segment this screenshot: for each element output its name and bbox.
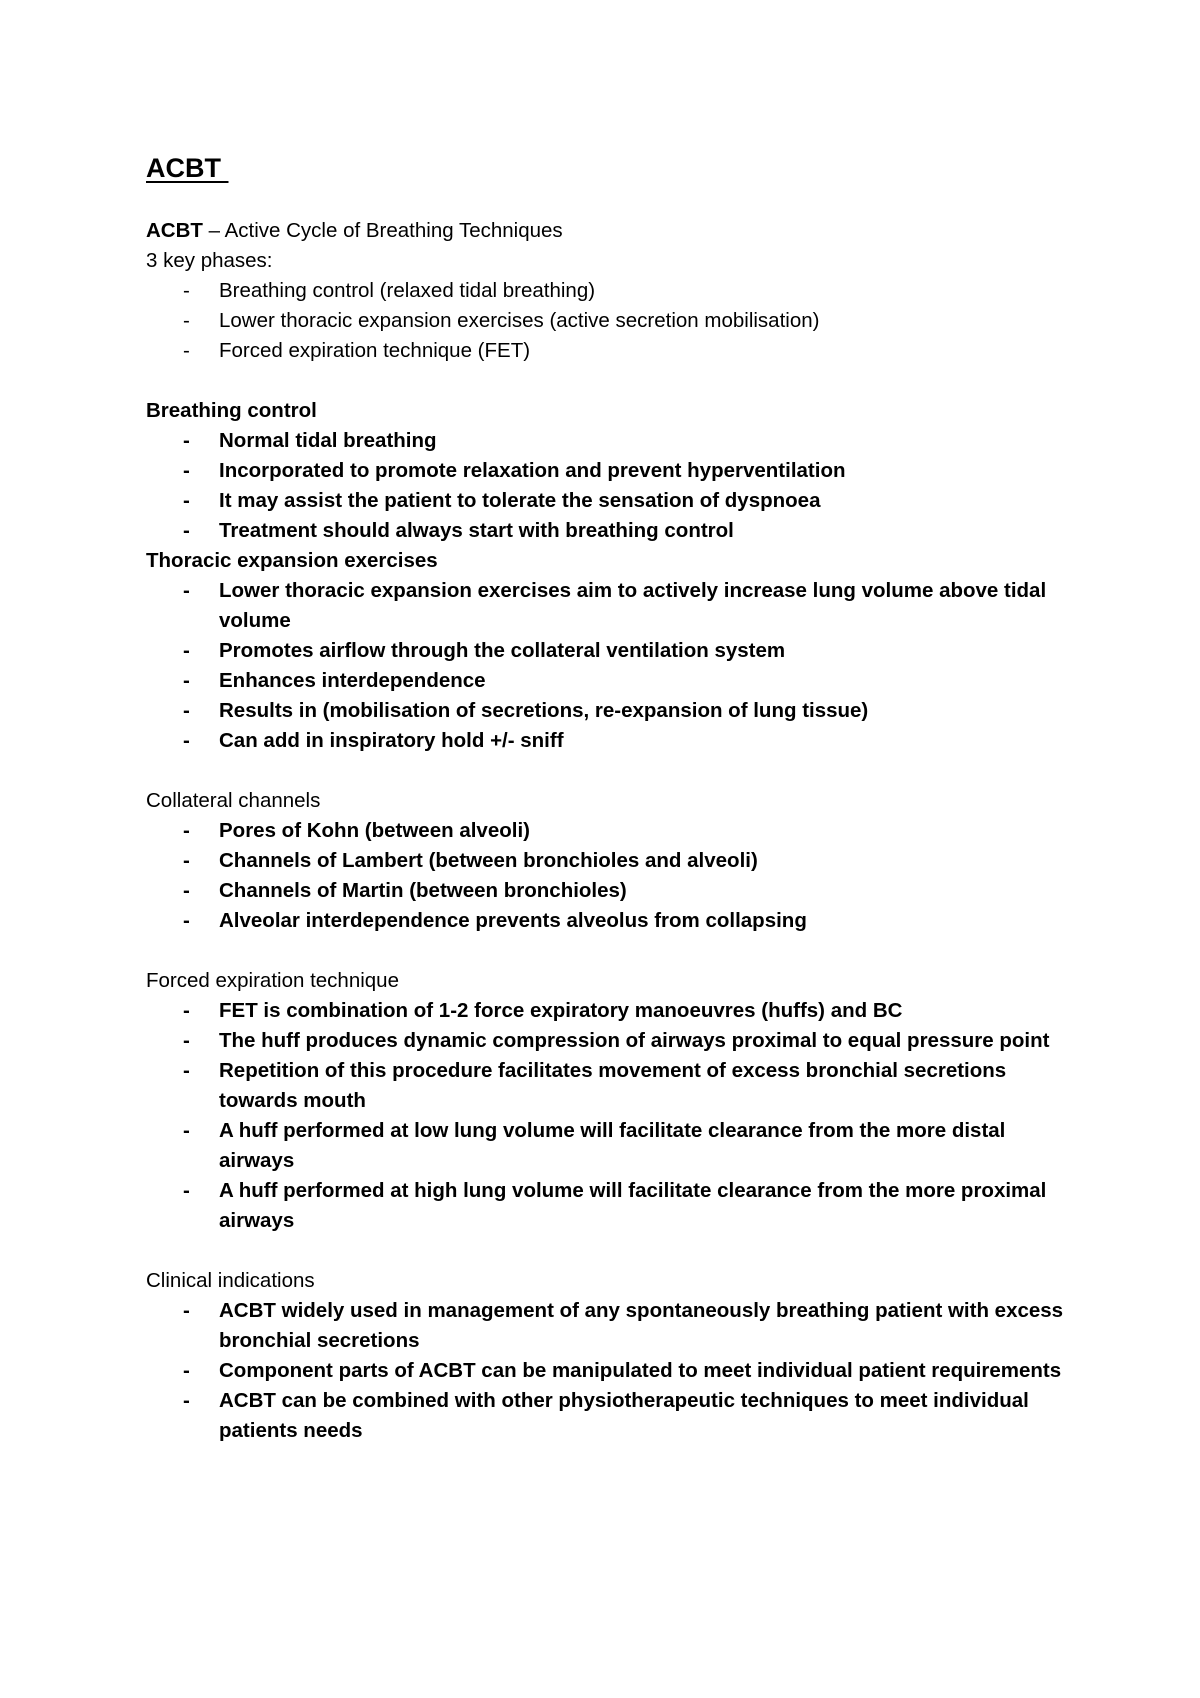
- list-item-text: Can add in inspiratory hold +/- sniff: [219, 729, 564, 752]
- list-item: [146, 306, 1076, 336]
- dash-bullet: -: [183, 999, 190, 1022]
- list-item: [146, 576, 1076, 636]
- forced-expiration-heading: Forced expiration technique: [146, 969, 399, 992]
- forced-expiration-list: [146, 996, 1076, 1236]
- dash-bullet: -: [183, 909, 190, 932]
- dash-bullet: -: [183, 279, 190, 302]
- dash-bullet: -: [183, 1119, 190, 1142]
- list-item: [146, 816, 1076, 846]
- dash-bullet: -: [183, 309, 190, 332]
- list-item: [146, 906, 1076, 936]
- spacer: [146, 936, 1076, 966]
- list-item-text: Channels of Lambert (between bronchioles and alveoli): [219, 849, 758, 872]
- dash-bullet: -: [183, 339, 190, 362]
- thoracic-expansion-heading: Thoracic expansion exercises: [146, 549, 438, 572]
- dash-bullet: -: [183, 1389, 190, 1412]
- intro-term: ACBT: [146, 219, 203, 242]
- collateral-channels-heading: Collateral channels: [146, 789, 321, 812]
- dash-bullet: -: [183, 1359, 190, 1382]
- list-item: [146, 486, 1076, 516]
- list-item: [146, 1386, 1076, 1446]
- list-item-text: ACBT can be combined with other physiotherapeutic techniques to meet individual patients needs: [219, 1389, 1029, 1442]
- list-item: [146, 1296, 1076, 1356]
- list-item: [146, 636, 1076, 666]
- list-item-text: Lower thoracic expansion exercises aim to actively increase lung volume above tidal volume: [219, 579, 1047, 632]
- list-item: [146, 1116, 1076, 1176]
- dash-bullet: -: [183, 699, 190, 722]
- list-item-text: Breathing control (relaxed tidal breathing): [219, 279, 596, 302]
- list-item: [146, 1176, 1076, 1236]
- list-item: [146, 696, 1076, 726]
- list-item-text: It may assist the patient to tolerate the sensation of dyspnoea: [219, 489, 821, 512]
- dash-bullet: -: [183, 579, 190, 602]
- intro-definition: [146, 216, 1076, 246]
- dash-bullet: -: [183, 1299, 190, 1322]
- list-item: [146, 516, 1076, 546]
- list-item: [146, 1026, 1076, 1056]
- clinical-indications-list: [146, 1296, 1076, 1446]
- thoracic-expansion-list: [146, 576, 1076, 756]
- dash-bullet: -: [183, 879, 190, 902]
- dash-bullet: -: [183, 1059, 190, 1082]
- list-item: [146, 726, 1076, 756]
- dash-bullet: -: [183, 1029, 190, 1052]
- collateral-channels-list: [146, 816, 1076, 936]
- list-item-text: Repetition of this procedure facilitates movement of excess bronchial secretions towards mouth: [219, 1059, 1007, 1112]
- dash-bullet: -: [183, 1179, 190, 1202]
- list-item: [146, 336, 1076, 366]
- list-item: [146, 876, 1076, 906]
- intro-definition-text: – Active Cycle of Breathing Techniques: [202, 219, 563, 242]
- list-item: [146, 666, 1076, 696]
- list-item: [146, 846, 1076, 876]
- document-body: [146, 216, 1076, 1446]
- list-item-text: Results in (mobilisation of secretions, re-expansion of lung tissue): [219, 699, 869, 722]
- spacer: [146, 1236, 1076, 1266]
- dash-bullet: -: [183, 729, 190, 752]
- breathing-control-heading: Breathing control: [146, 399, 317, 422]
- list-item: [146, 1056, 1076, 1116]
- list-item-text: A huff performed at low lung volume will facilitate clearance from the more distal airways: [219, 1119, 1006, 1172]
- list-item-text: Pores of Kohn (between alveoli): [219, 819, 530, 842]
- list-item-text: Promotes airflow through the collateral ventilation system: [219, 639, 786, 662]
- list-item-text: The huff produces dynamic compression of airways proximal to equal pressure point: [219, 1029, 1050, 1052]
- list-item-text: Incorporated to promote relaxation and prevent hyperventilation: [219, 459, 846, 482]
- list-item-text: A huff performed at high lung volume will facilitate clearance from the more proximal airways: [219, 1179, 1047, 1232]
- dash-bullet: -: [183, 489, 190, 512]
- list-item-text: Lower thoracic expansion exercises (active secretion mobilisation): [219, 309, 820, 332]
- breathing-control-list: [146, 426, 1076, 546]
- list-item: [146, 1356, 1076, 1386]
- list-item-text: Treatment should always start with breathing control: [219, 519, 734, 542]
- dash-bullet: -: [183, 519, 190, 542]
- list-item: [146, 456, 1076, 486]
- dash-bullet: -: [183, 849, 190, 872]
- dash-bullet: -: [183, 639, 190, 662]
- dash-bullet: -: [183, 459, 190, 482]
- phases-label: 3 key phases:: [146, 249, 273, 272]
- list-item-text: Forced expiration technique (FET): [219, 339, 531, 362]
- spacer: [146, 366, 1076, 396]
- list-item-text: Normal tidal breathing: [219, 429, 437, 452]
- list-item: [146, 426, 1076, 456]
- phases-list: [146, 276, 1076, 366]
- dash-bullet: -: [183, 819, 190, 842]
- spacer: [146, 756, 1076, 786]
- list-item: [146, 996, 1076, 1026]
- document-title: ACBT: [146, 153, 229, 183]
- dash-bullet: -: [183, 429, 190, 452]
- list-item-text: Enhances interdependence: [219, 669, 486, 692]
- list-item-text: Component parts of ACBT can be manipulated to meet individual patient requirements: [219, 1359, 1062, 1382]
- list-item-text: ACBT widely used in management of any spontaneously breathing patient with excess bronchial secretions: [219, 1299, 1064, 1352]
- list-item-text: Alveolar interdependence prevents alveolus from collapsing: [219, 909, 807, 932]
- dash-bullet: -: [183, 669, 190, 692]
- list-item-text: FET is combination of 1-2 force expiratory manoeuvres (huffs) and BC: [219, 999, 903, 1022]
- clinical-indications-heading: Clinical indications: [146, 1269, 315, 1292]
- list-item: [146, 276, 1076, 306]
- list-item-text: Channels of Martin (between bronchioles): [219, 879, 627, 902]
